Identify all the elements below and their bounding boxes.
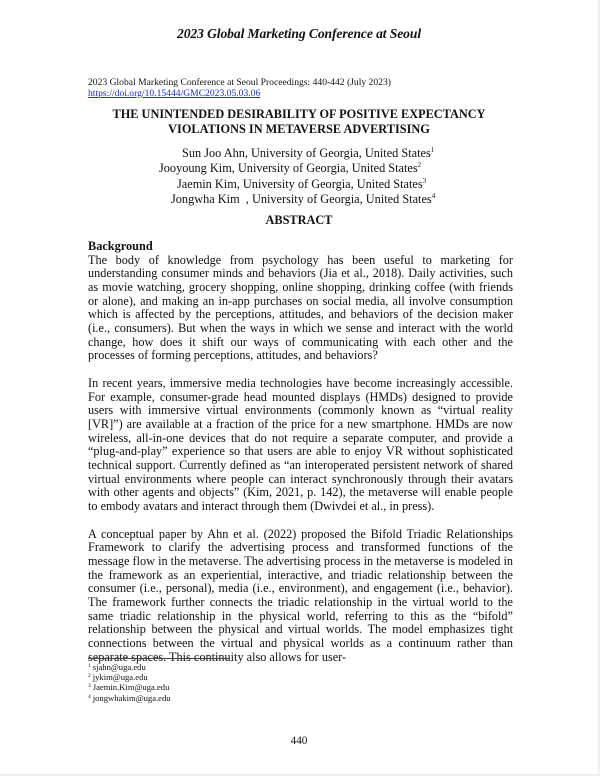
footnote-ref[interactable]: 1 [430, 146, 435, 154]
proceedings-citation: 2023 Global Marketing Conference at Seoul Proceedings: 440-442 (July 2023) [88, 77, 391, 88]
footnote-ref[interactable]: 4 [431, 192, 436, 201]
footnote: $^2$ jykim@uga.edu [88, 672, 148, 683]
background-heading: Background [88, 239, 153, 253]
paragraph: The body of knowledge from psychology has been useful to marketing for understanding consumer minds and behaviors (Jia et al., 2018). Daily activities, such as movie watching, grocery shopping, online shopping, drinking coffee (with friends or alone), and making an in-app purchases on social media, all involve consumption which is affected by the perceptions, attitudes, and behaviors of the decision maker (i.e., consumers). But when the ways in which we sense and interact with the world change, how does it shift our ways of communicating with each other and the processes of forming perceptions, attitudes, and behaviors? [88, 252, 513, 363]
title-line-2: VIOLATIONS IN METAVERSE ADVERTISING [168, 122, 430, 136]
footnote-divider [88, 658, 230, 659]
footnote-ref[interactable]: 2 [417, 161, 422, 170]
footnote: $^1$ sjahn@uga.edu [88, 662, 146, 672]
abstract-body [88, 240, 513, 678]
author-line: Jongwha Kim , University of Georgia, United States$^4$ [171, 192, 436, 207]
footnote: $^3$ Jaemin.Kim@uga.edu [88, 682, 170, 693]
paper-title [0, 107, 598, 137]
abstract-heading: ABSTRACT [265, 213, 333, 227]
author-line: Sun Joo Ahn, University of Georgia, United States$^1$ [182, 146, 435, 160]
paragraph: A conceptual paper by Ahn et al. (2022) proposed the Bifold Triadic Relationships Framework to clarify the advertising process and transformed functions of the message flow in the metaverse. The advertising process in the metaverse is modeled in the framework as an experiential, interactive, and triadic relationship between the consumer (i.e., personal), media (i.e., environment), and engagement (i.e., behavior). The framework further connects the triadic relationship in the virtual world to the same triadic relationship in the physical world, referring to this as the “bifold” relationship between the physical and virtual worlds. The model emphasizes tight connections between the virtual and physical worlds as a continuum rather than separate spaces. This continuity also allows for user- [88, 526, 513, 664]
author-line: Jooyoung Kim, University of Georgia, United States$^2$ [159, 161, 422, 176]
footnotes [88, 662, 171, 703]
doi-link[interactable]: https://doi.org/10.15444/GMC2023.05.03.06 [88, 88, 261, 99]
footnote-ref[interactable]: 3 [422, 176, 427, 185]
title-line-1: THE UNINTENDED DESIRABILITY OF POSITIVE EXPECTANCY [112, 107, 486, 121]
author-line: Jaemin Kim, University of Georgia, United States$^3$ [177, 176, 427, 191]
paragraph: In recent years, immersive media technologies have become increasingly accessible. For example, consumer-grade head mounted displays (HMDs) designed to provide users with immersive virtual environments (commonly known as “virtual reality [VR]”) are available at a fraction of the price for a new smartphone. HMDs are now wireless, all-in-one devices that do not require a separate computer, and provide a “plug-and-play” experience so that users are able to enjoy VR without sophisticated technical support. Currently defined as “an interoperated persistent network of shared virtual environments where people can interact synchronously through their avatars with other agents and objects” (Kim, 2021, p. 142), the metaverse will enable people to embody avatars and interact through them (Dwivdei et al., in press). [88, 375, 513, 514]
footnote: $^4$ jongwhakim@uga.edu [88, 692, 171, 703]
proceedings-info [88, 77, 391, 99]
page-number: 440 [290, 735, 308, 747]
author-list [0, 146, 598, 208]
running-head: 2023 Global Marketing Conference at Seoul [177, 26, 421, 41]
